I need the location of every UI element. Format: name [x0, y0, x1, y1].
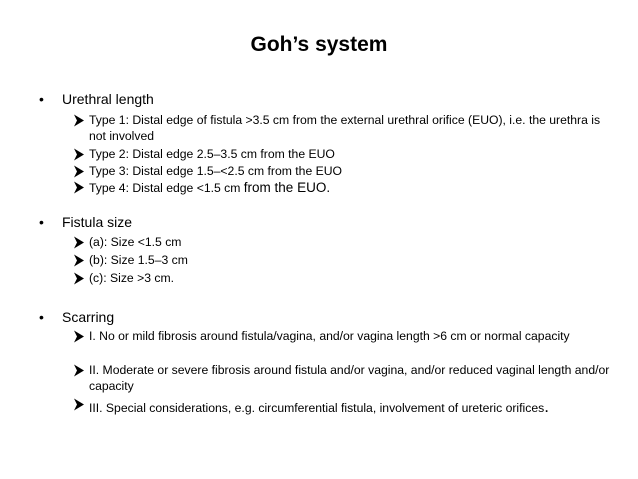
- list-item-text: Type 4: Distal edge <1.5 cm: [89, 181, 244, 195]
- bullet-glyph: •: [39, 214, 44, 230]
- list-item-text: II. Moderate or severe fibrosis around fistula and/or vagina, and/or reduced vaginal length and/or capacity: [89, 363, 610, 393]
- list-item-text-group: [89, 397, 618, 418]
- list-item: [73, 329, 618, 345]
- arrowhead-bullet-icon: [73, 271, 85, 286]
- list-item-text: Type 1: Distal edge of fistula >3.5 cm from the external urethral orifice (EUO), i.e. the urethra is not involved: [89, 113, 601, 143]
- list-item-text: (b): Size 1.5–3 cm: [89, 253, 188, 267]
- arrowhead-bullet-icon: [73, 164, 85, 179]
- list-item-text: (a): Size <1.5 cm: [89, 235, 182, 249]
- arrowhead-bullet-icon: [73, 147, 85, 162]
- arrowhead-bullet-icon: [73, 180, 85, 195]
- arrowhead-bullet-icon: [73, 235, 85, 250]
- section-heading-fistula-size: Fistula size: [62, 214, 133, 230]
- list-item: [73, 363, 618, 394]
- list-item: [73, 164, 618, 180]
- list-item-text-tail: from the EUO.: [243, 180, 331, 195]
- list-item: [73, 271, 618, 287]
- arrowhead-bullet-icon: [73, 329, 85, 344]
- arrowhead-bullet-icon: [73, 113, 85, 128]
- list-item: [73, 180, 618, 197]
- list-item-text: (c): Size >3 cm.: [89, 271, 174, 285]
- list-item-text-tail: .: [544, 397, 549, 416]
- list-item: [73, 147, 618, 163]
- list-item: [73, 113, 618, 144]
- arrowhead-bullet-icon: [73, 397, 85, 412]
- list-item-text: III. Special considerations, e.g. circumferential fistula, involvement of ureteric orifices: [89, 401, 545, 415]
- list-item: [73, 397, 618, 418]
- list-item: [73, 253, 618, 269]
- arrowhead-bullet-icon: [73, 253, 85, 268]
- bullet-glyph: •: [39, 309, 44, 325]
- list-item-text: Type 3: Distal edge 1.5–<2.5 cm from the EUO: [89, 164, 343, 178]
- bullet-glyph: •: [39, 91, 44, 107]
- arrowhead-bullet-icon: [73, 363, 85, 378]
- section-heading-urethral-length: Urethral length: [62, 91, 154, 107]
- list-item-text-group: [89, 180, 618, 197]
- list-item: [73, 235, 618, 251]
- slide-title: Goh’s system: [250, 33, 388, 56]
- section-heading-scarring: Scarring: [62, 309, 115, 325]
- list-item-text: Type 2: Distal edge 2.5–3.5 cm from the EUO: [89, 147, 335, 161]
- list-item-text: I. No or mild fibrosis around fistula/vagina, and/or vagina length >6 cm or normal capacity: [89, 329, 570, 343]
